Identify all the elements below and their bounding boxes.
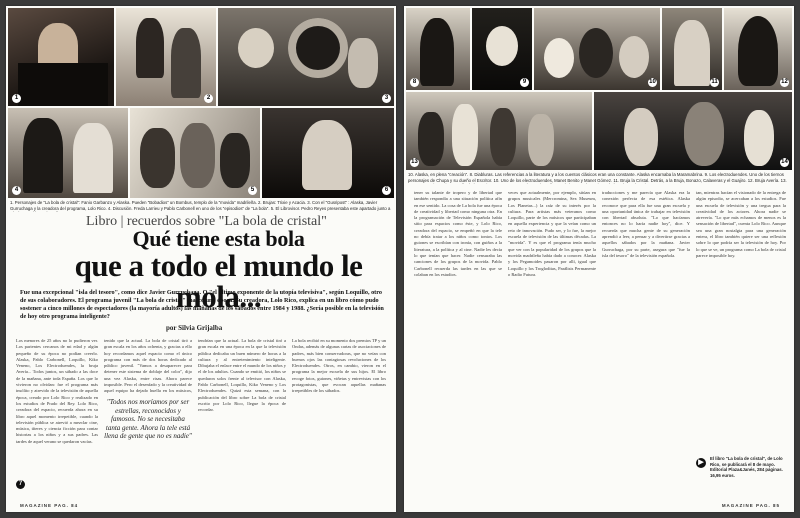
photo-number-12: 12: [781, 79, 788, 85]
body-column-4: La bola recibió en su momento dos premios TP y un Ondas, además de algunas cartas de asociaciones de padres, más bien conservadoras, que no veían con buenos ojos las contagiosas revoluciones de los Electroduendes. Otros, en cambio, vieron en el programa la mejor escuela de sus hijos. El libro recoge fotos, guiones, viñetas y entrevistas con los protagonistas, que evocan aquellas mañanas irrepetibles de los sábados.: [292, 338, 386, 394]
right-page: [404, 6, 794, 512]
footer-page-number-right: MAGAZINE PAG. 85: [721, 503, 780, 508]
photo-number-3: 3: [382, 94, 391, 103]
photo-caption: 1. Personajes de "La bola de cristal": Fanio Garbanzo y Alaska. Pueden "Bobadios" un Bombus, templo de la "movida" madrileña. 2. Brujas: Trixie y Acacia. 3. Con el "Gusripost" : Alaska, Javier Gurruchaga y la creadora del programa, Lolo Rico. 4. Discusión. Freda Larrieu y Pablo Carbonell en uno de los "episodios" de "La bola". 5. El Librovisor. Pedro Reyes presentaba este apartado junto a: [10, 200, 391, 211]
section-kicker: Libro | recuerdos sobre "La bola de cristal": [86, 214, 327, 229]
photo-number-5: 5: [248, 186, 257, 195]
photo-2-witches: [116, 8, 216, 106]
body-column-6: veces que actualmente, por ejemplo, sitúan en grupos musicales (Mercromina, Sex Museum, Los Planetas...) la raíz de su interés por la cultura. Para artistas más veteranos como Loquillo, parte de los músicos que participaban en aquella experiencia y que la veían como un reto de innovación. Pudo ser, y lo fue, la mejor escuela de televisión de las últimas décadas. La "movida". Y es que el programa tenía mucho que ver con la popularidad de los grupos que la movida madrileña había dado a conocer. Alaska y los Pegamoides pasaron por allí, igual que Loquillo y los Trogloditas, Parálisis Permanente o Radio Futura.: [508, 190, 596, 277]
photo-1-party: [8, 8, 114, 106]
photo-10-electroduendes: [534, 8, 660, 90]
photo-number-14: 14: [781, 159, 788, 165]
pull-quote: "Todos nos moríamos por ser estrellas, reconocidos y famosos. No se necesitaba tanta gente. Ahora la tele está llena de gente que no es nadie": [104, 398, 192, 441]
arrow-right-icon: ▶: [696, 458, 706, 468]
photo-number-10: 10: [649, 79, 656, 85]
byline: por Silvia Grijalba: [166, 324, 223, 332]
article-deck: Fue una excepcional "isla del tesoro", como dice Javier Gurruchaga. O "el último exponente de la utopía televisiva", según Loquillo, otro de sus colaboradores. El programa juvenil "La bola de cristal" marcó una época. Su creadora, Lolo Rico, explica en un libro cómo pudo sostener a cinco millones de espectadores (la mayoría adultos) las mañanas de los sábados entre 1984 y 1988. ¿Sería posible en la televisión de hoy otro programa inteligente?: [20, 289, 384, 320]
photo-number-7: 7: [16, 480, 25, 489]
photo-number-6: 6: [382, 186, 391, 195]
kicker-subtitle: recuerdos sobre "La bola de cristal": [126, 214, 327, 229]
headline-line-2: que a todo el mundo le mola...: [74, 248, 363, 314]
photo-caption-right: 10. Alaska, en plena "creación". 8. Diabluras. Las referencias a la literatura y a los cuentos clásicos eran una constante. Alaska encarnaba la Maramabrina. 9. Los electroduendes. Uno de los tiernos personajes de Chupa y su dueño el Escritor. 10. Uno de los electroduendes, Manet Benito y Manet Gómez. 11. Bruja la Cristal. Detrás, a la Bruja, Bonazo, Calaveras y el Guajiro. 12. Bruja Avería. 13.: [408, 172, 787, 183]
photo-number-13: 13: [411, 159, 418, 165]
body-column-3: tendrían que la actual. La bola de cristal tiró a gran escala en una época en la que la televisión pública dedicaba un buen número de horas a la cultura y al entretenimiento inteligente. Dibujaba el enlace entre el mundo de los niños y el de los adultos. Cuando se emitió, los niños se quedaron solos frente al televisor con Alaska, Pablo Carbonell, Loquillo, Kiko Veneno y Los Electroduendes. Quizá esta semana, con la publicación del libro sobre La bola de cristal escrito por Lolo Rico, llegue la época de recordar.: [198, 338, 286, 413]
headline-line-1: Qué tiene esta bola: [132, 226, 305, 251]
photo-number-4: 4: [12, 186, 21, 195]
left-page: [6, 6, 396, 512]
body-column-5: tener su talante de tropero y de libertad que también respondía a una situación política afín en ese sentido. La cosa de La bola fue una época de creatividad y libertad como ninguna otra. En la programación de Televisión Española había sitio para espacios como éste, y Lolo Rico, creadora del espacio, se empeñó en que la tele no debía tratar a los niños como tontos. Los guiones se escribían con ironía, con guiños a la literatura, a la política y al cine. Nadie les decía lo que tenían que hacer. Nadie censuraba las canciones de los grupos de la movida. Pablo Carbonell recuerda las tardes en las que se colaban en los estudios.: [414, 190, 502, 277]
photo-5-librovisor: [130, 108, 260, 198]
photo-number-11: 11: [711, 79, 718, 85]
photo-14-stage: [594, 92, 792, 170]
photo-number-8: 8: [410, 78, 419, 87]
photo-6-character: [262, 108, 394, 198]
body-column-2: tenido que la actual. La bola de cristal tiró a gran escala en los años ochenta, y gracias a ello hoy recordamos aquel espacio como el único programa con más de dos horas dedicado al público juvenil. "Vamos a desaparecer para detener este sistema de doblaje del color", dijo una vez Alaska, entre risas. Ahora parece imposible. Pero el desenfado y la creatividad de aquel equipo ha dejado huella en los músicos,: [104, 338, 192, 394]
footer-page-number: MAGAZINE PAG. 84: [20, 503, 79, 508]
body-column-7: traducciones y me parecía que Alaska era la conexión perfecta de esa estética. Alaska reconoce que para ella fue una gran escuela y una oportunidad única de trabajar en televisión con libertad absoluta. "Lo que hacíamos entonces no lo haría nadie hoy", dice. Y recuerda que mucha gente de su generación aprendió a leer, a pensar y a divertirse gracias a aquellos sábados por la mañana. Javier Gurruchaga, por su parte, asegura que "fue la isla del tesoro" de la televisión española.: [602, 190, 690, 258]
photo-number-9: 9: [520, 78, 529, 87]
book-note: El libro "La bola de cristal", de Lolo Rico, se publicará el 8 de mayo. Editorial Plaza&Janés, 284 páginas. 16,95 euros.: [710, 456, 783, 478]
body-column-8: tan, mientras hacían el visionado de la entrega de algún episodio, se acercaban a los estudios. Fue una escuela de televisión y una tregua para la creatividad de los actores. Ahora nadie se atrevería. "Lo que más echamos de menos es la sensación de libertad", cuenta Lolo Rico. Aunque sea una gran nostalgia para una generación entera, el libro también quiere ser una reflexión sobre lo que podría ser la televisión de hoy. Por lo que se ve, un programa como La bola de cristal parece imposible hoy.: [696, 190, 786, 258]
photo-4-discussion: [8, 108, 128, 198]
photo-number-1: 1: [12, 94, 21, 103]
photo-number-2: 2: [204, 94, 213, 103]
photo-3-puppets: [218, 8, 394, 106]
kicker-label: Libro: [86, 214, 118, 229]
photo-13-group: [406, 92, 592, 170]
body-column-1: Los menores de 25 años no lo pudieron ver. Los parientes cercanos de mi edad y algún pequeño de su época no podían creerlo. Alaska, Pablo Carbonell, Loquillo, Kiko Veneno, Los Electroduendes, la bruja Avería... Todos juntos, un sábado a las doce de la mañana, ante toda España. Los que lo vivieron no olvidan: fue el programa más insólito y atrevido de la televisión de aquella época, creado por Lolo Rico y realizado en los estudios de Prado del Rey. Lolo Rico, creadora del espacio, recuerda ahora en su libro aquel momento irrepetible, cuando la televisión pública se atrevió a mezclar cine, música, títeres y ciencia ficción para contar historias a los niños y a sus padres. Las tardes de aquel verano se quedaron vacías.: [16, 338, 98, 444]
